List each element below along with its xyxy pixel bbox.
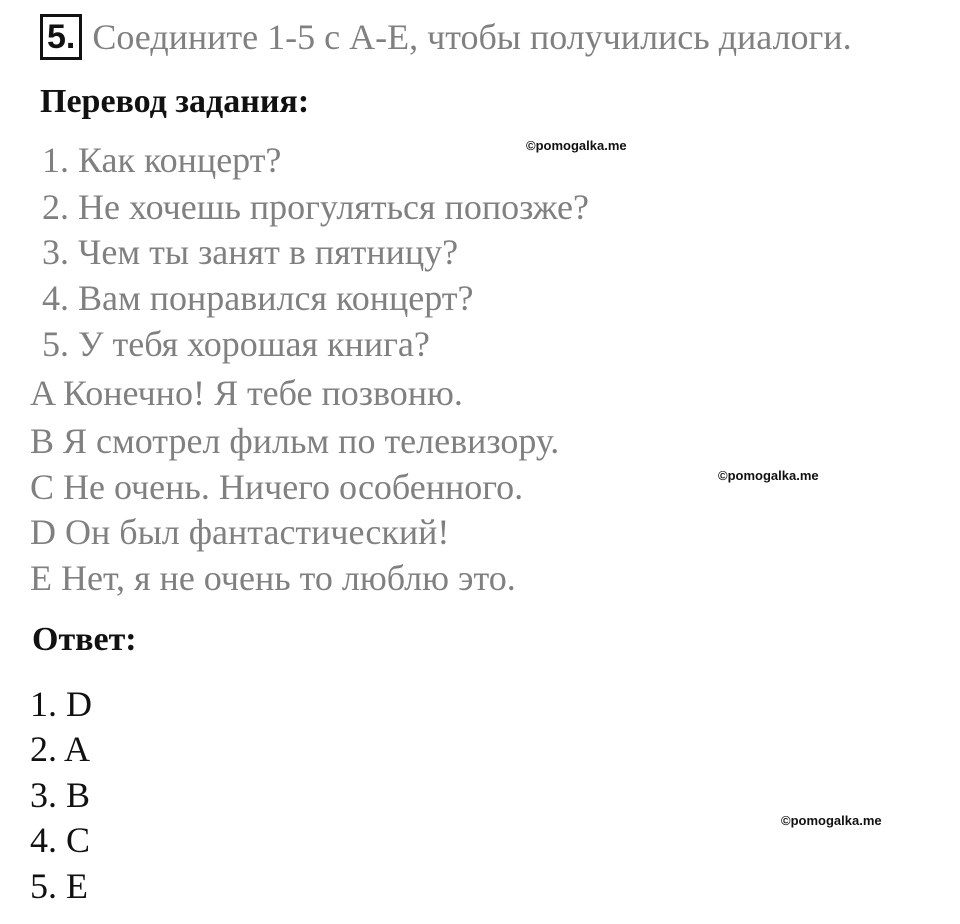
option-item: D Он был фантастический! <box>30 512 450 552</box>
watermark: ©pomogalka.me <box>718 468 819 483</box>
translation-heading: Перевод задания: <box>40 83 310 120</box>
watermark: ©pomogalka.me <box>781 813 882 828</box>
answer-heading: Ответ: <box>32 621 137 658</box>
question-item: 5. У тебя хорошая книга? <box>42 324 430 364</box>
answer-item: 4. C <box>30 820 91 860</box>
answer-item: 5. E <box>30 866 88 906</box>
option-item: C Не очень. Ничего особенного. <box>30 467 524 507</box>
question-item: 2. Не хочешь прогуляться попозже? <box>42 187 590 227</box>
question-item: 4. Вам понравился концерт? <box>42 278 474 318</box>
task-header <box>40 12 852 62</box>
option-item: A Конечно! Я тебе позвоню. <box>30 373 463 413</box>
watermark: ©pomogalka.me <box>526 138 627 153</box>
answer-item: 3. B <box>30 775 91 815</box>
task-number-badge: 5. <box>40 14 82 60</box>
question-item: 1. Как концерт? <box>42 140 282 180</box>
task-instruction: Соедините 1-5 с А-Е, чтобы получились диалоги. <box>92 17 852 57</box>
option-item: B Я смотрел фильм по телевизору. <box>30 421 560 461</box>
question-item: 3. Чем ты занят в пятницу? <box>42 232 459 272</box>
option-item: E Нет, я не очень то люблю это. <box>30 558 516 598</box>
answer-item: 1. D <box>30 684 92 724</box>
answer-item: 2. A <box>30 729 91 769</box>
